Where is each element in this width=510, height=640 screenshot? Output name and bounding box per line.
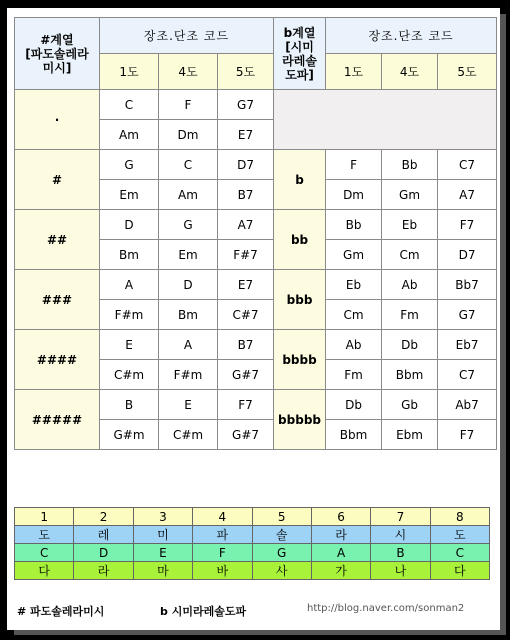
note-korean: 시: [371, 526, 430, 544]
degree-header: 1도: [100, 54, 159, 90]
note-korean-letter: 라: [74, 562, 133, 580]
chord-cell: Gm: [382, 180, 438, 210]
blog-url[interactable]: http://blog.naver.com/sonman2: [307, 603, 465, 614]
chord-cell: D: [159, 270, 218, 300]
note-korean-letter: 마: [133, 562, 192, 580]
degree-header: 5도: [218, 54, 274, 90]
chord-cell: Ebm: [382, 420, 438, 450]
sharp-key-cell: #####: [15, 390, 100, 450]
chord-cell: G7: [218, 90, 274, 120]
flat-key-cell: bb: [274, 210, 326, 270]
chord-cell: B7: [218, 180, 274, 210]
chord-cell: Cm: [382, 240, 438, 270]
note-number: 6: [311, 508, 370, 526]
note-korean: 도: [430, 526, 489, 544]
sharp-order-footer: # 파도솔레라미시: [17, 605, 105, 618]
chord-cell: Bm: [159, 300, 218, 330]
chord-cell: C: [159, 150, 218, 180]
chord-cell: Cm: [326, 300, 382, 330]
note-english: B: [371, 544, 430, 562]
chord-title-left: 장조.단조 코드: [100, 18, 274, 54]
chord-cell: D7: [218, 150, 274, 180]
sharp-key-cell: ###: [15, 270, 100, 330]
chord-cell: F#m: [100, 300, 159, 330]
chord-cell: F: [326, 150, 382, 180]
chord-cell: Eb: [326, 270, 382, 300]
chord-cell: D7: [438, 240, 497, 270]
flat-key-cell: bbb: [274, 270, 326, 330]
chord-cell: F: [159, 90, 218, 120]
note-korean-letter: 가: [311, 562, 370, 580]
chord-cell: Eb: [382, 210, 438, 240]
chord-cell: A7: [218, 210, 274, 240]
chord-cell: D: [100, 210, 159, 240]
chord-cell: C#7: [218, 300, 274, 330]
chord-cell: F7: [438, 420, 497, 450]
chord-cell: Fm: [382, 300, 438, 330]
chord-cell: C: [100, 90, 159, 120]
chord-cell: Eb7: [438, 330, 497, 360]
chord-cell: B: [100, 390, 159, 420]
degree-header: 1도: [326, 54, 382, 90]
flat-key-cell: bbbb: [274, 330, 326, 390]
chord-cell: Dm: [159, 120, 218, 150]
note-korean: 파: [193, 526, 252, 544]
chord-cell: C#m: [100, 360, 159, 390]
note-korean-letter: 나: [371, 562, 430, 580]
chord-cell: Em: [100, 180, 159, 210]
flat-order-footer: b 시미라레솔도파: [160, 605, 247, 618]
flat-key-cell: bbbbb: [274, 390, 326, 450]
chord-cell: Bb7: [438, 270, 497, 300]
chord-title-right: 장조.단조 코드: [326, 18, 497, 54]
chord-cell: A: [159, 330, 218, 360]
chord-cell: B7: [218, 330, 274, 360]
chord-cell: A7: [438, 180, 497, 210]
chord-cell: E: [159, 390, 218, 420]
chord-cell: E7: [218, 270, 274, 300]
sharp-key-cell: ####: [15, 330, 100, 390]
chord-cell: Ab: [382, 270, 438, 300]
note-number: 5: [252, 508, 311, 526]
chord-cell: A: [100, 270, 159, 300]
chord-cell: Bb: [382, 150, 438, 180]
note-number: 3: [133, 508, 192, 526]
sharp-group-header: #계열 [파도솔레라 미시]: [15, 18, 100, 90]
degree-header: 4도: [382, 54, 438, 90]
degree-header: 5도: [438, 54, 497, 90]
note-korean-letter: 바: [193, 562, 252, 580]
chord-table: [14, 17, 497, 450]
frame-shadow-bottom: [14, 630, 506, 635]
note-korean-letter: 다: [15, 562, 74, 580]
note-korean: 레: [74, 526, 133, 544]
sharp-key-cell: ·: [15, 90, 100, 150]
chord-cell: F#7: [218, 240, 274, 270]
chord-cell: Gm: [326, 240, 382, 270]
chord-cell: F#m: [159, 360, 218, 390]
chord-cell: Bbm: [382, 360, 438, 390]
note-number: 4: [193, 508, 252, 526]
chord-cell: C#m: [159, 420, 218, 450]
chord-cell: Dm: [326, 180, 382, 210]
chord-cell: G#7: [218, 420, 274, 450]
note-english: A: [311, 544, 370, 562]
chord-cell: Bb: [326, 210, 382, 240]
chord-cell: Ab: [326, 330, 382, 360]
chord-cell: Am: [159, 180, 218, 210]
chord-cell: F7: [218, 390, 274, 420]
note-number: 8: [430, 508, 489, 526]
note-english: F: [193, 544, 252, 562]
note-korean: 도: [15, 526, 74, 544]
sharp-key-cell: ##: [15, 210, 100, 270]
empty-flat-cell: [274, 90, 497, 150]
chord-cell: C7: [438, 360, 497, 390]
chord-cell: G#m: [100, 420, 159, 450]
chord-cell: C7: [438, 150, 497, 180]
chord-cell: G: [159, 210, 218, 240]
note-table: [14, 507, 490, 580]
degree-header: 4도: [159, 54, 218, 90]
chord-cell: F7: [438, 210, 497, 240]
chord-cell: G#7: [218, 360, 274, 390]
flat-group-header: b계열 [시미 라레솔 도파]: [274, 18, 326, 90]
note-number: 2: [74, 508, 133, 526]
note-number: 7: [371, 508, 430, 526]
flat-key-cell: b: [274, 150, 326, 210]
sharp-key-cell: #: [15, 150, 100, 210]
chord-cell: Ab7: [438, 390, 497, 420]
note-korean: 미: [133, 526, 192, 544]
chord-cell: Fm: [326, 360, 382, 390]
chord-cell: Bm: [100, 240, 159, 270]
chord-cell: G: [100, 150, 159, 180]
chord-cell: Am: [100, 120, 159, 150]
note-korean-letter: 사: [252, 562, 311, 580]
chord-cell: Db: [382, 330, 438, 360]
note-korean: 라: [311, 526, 370, 544]
chord-cell: Gb: [382, 390, 438, 420]
chord-cell: E7: [218, 120, 274, 150]
note-english: G: [252, 544, 311, 562]
note-english: D: [74, 544, 133, 562]
frame-shadow-right: [500, 14, 506, 634]
chord-cell: G7: [438, 300, 497, 330]
note-english: C: [15, 544, 74, 562]
note-korean-letter: 다: [430, 562, 489, 580]
chord-cell: Db: [326, 390, 382, 420]
note-number: 1: [15, 508, 74, 526]
note-korean: 솔: [252, 526, 311, 544]
chord-cell: Bbm: [326, 420, 382, 450]
note-english: C: [430, 544, 489, 562]
chord-cell: E: [100, 330, 159, 360]
chord-cell: Em: [159, 240, 218, 270]
note-english: E: [133, 544, 192, 562]
